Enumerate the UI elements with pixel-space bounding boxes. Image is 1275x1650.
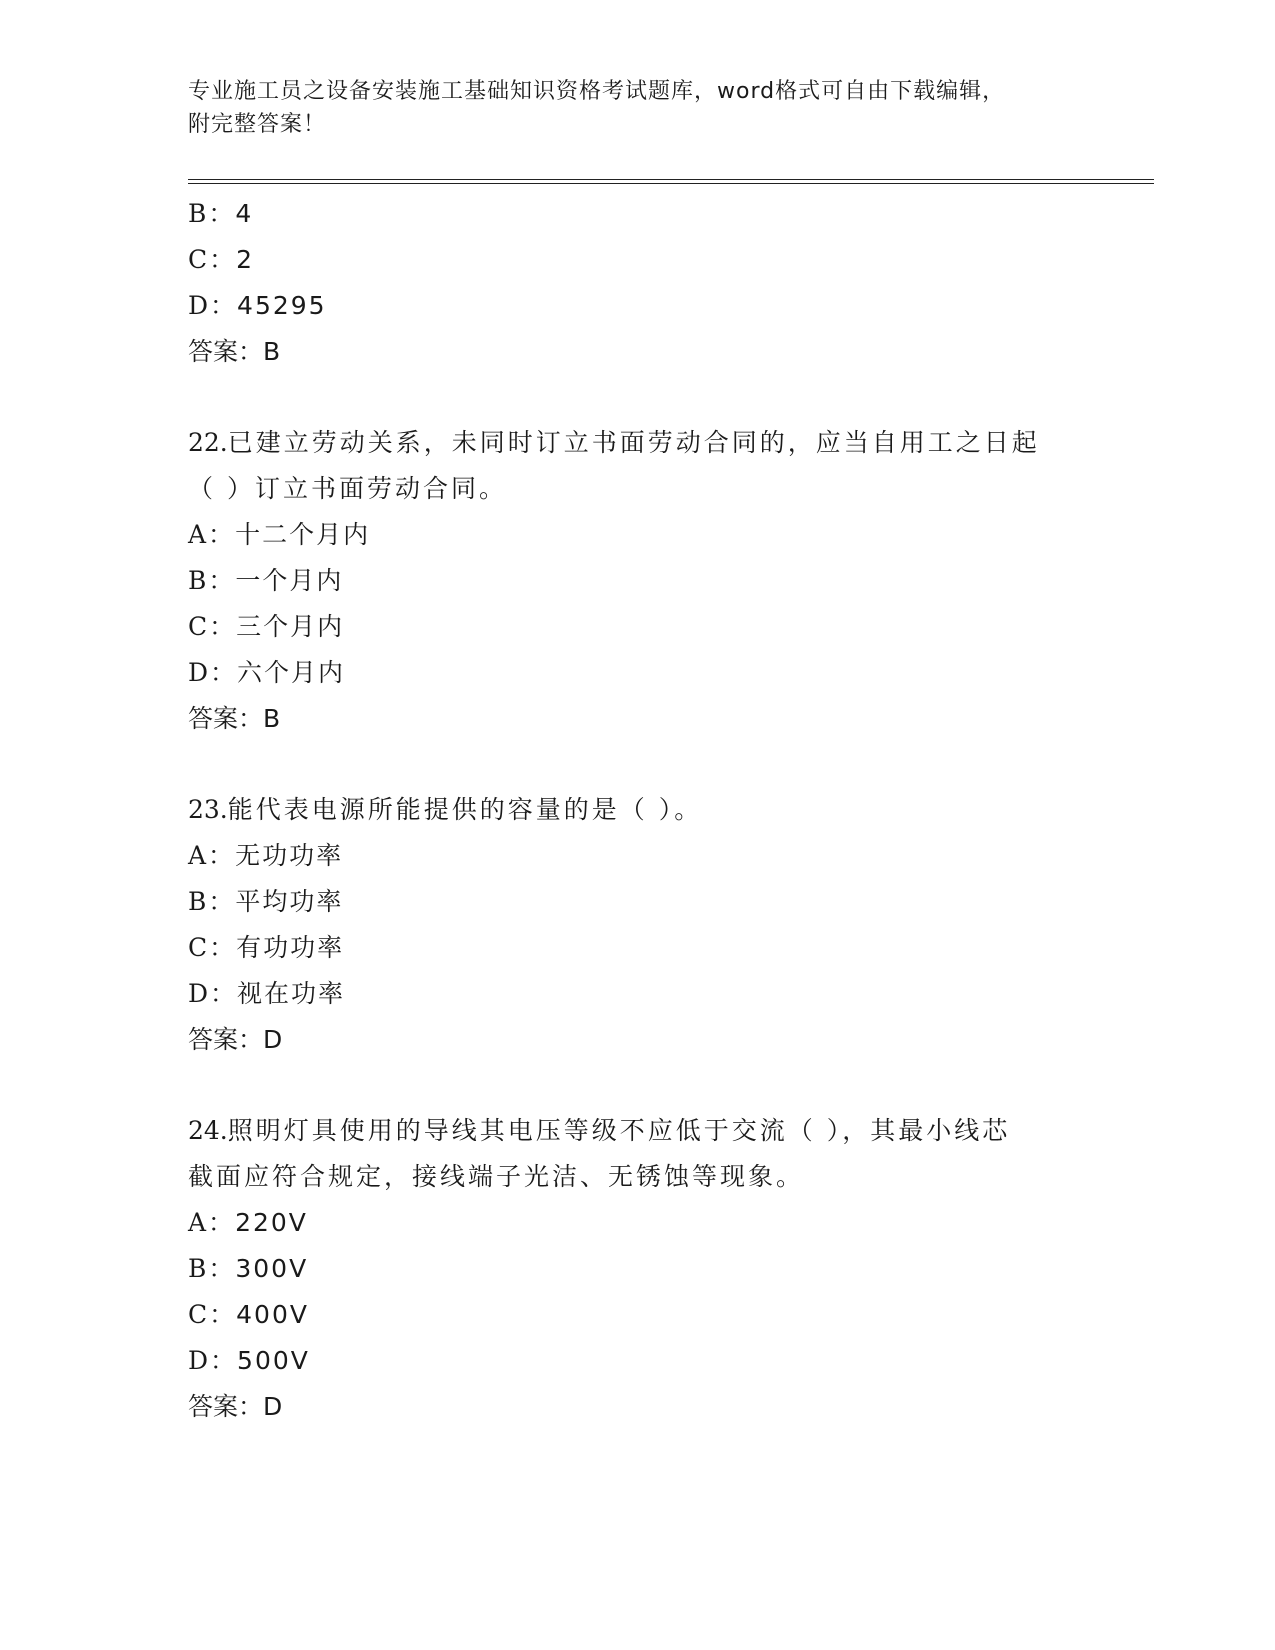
- question-number: 22.: [188, 428, 228, 457]
- header-divider-top: [188, 179, 1154, 180]
- option-text: 400V: [236, 1300, 309, 1329]
- option-text: 220V: [235, 1208, 308, 1237]
- option-d: [188, 650, 1078, 696]
- option-label: B：: [188, 199, 236, 228]
- question-text-line-2: 截面应符合规定，接线端子光洁、无锈蚀等现象。: [188, 1162, 805, 1191]
- question-text-line-1: 已建立劳动关系，未同时订立书面劳动合同的，应当自用工之日起: [227, 428, 1040, 457]
- option-label: A：: [188, 1208, 236, 1237]
- option-d: [188, 971, 1078, 1017]
- header-line-1: 专业施工员之设备安装施工基础知识资格考试题库，word格式可自由下载编辑，: [188, 79, 1006, 104]
- option-label: D：: [188, 658, 238, 687]
- question-23: [188, 787, 1078, 1063]
- question-text-line-1: 照明灯具使用的导线其电压等级不应低于交流（ ），其最小线芯: [227, 1116, 1011, 1145]
- question-number: 23.: [188, 795, 228, 824]
- option-b: [188, 879, 1078, 925]
- option-label: A：: [188, 520, 236, 549]
- option-label: D：: [188, 1346, 238, 1375]
- option-c: [188, 237, 1078, 283]
- option-text: 三个月内: [236, 612, 345, 641]
- question-list: [188, 191, 1078, 1430]
- question-22: [188, 420, 1078, 742]
- option-label: D：: [188, 979, 238, 1008]
- document-header: [188, 75, 1068, 141]
- option-label: B：: [188, 566, 236, 595]
- option-text: 无功功率: [235, 841, 344, 870]
- header-line-2: 附完整答案！: [188, 112, 327, 137]
- option-label: C：: [188, 933, 237, 962]
- question-text-line-1: 能代表电源所能提供的容量的是（ ）。: [227, 795, 703, 824]
- question-text-line-2: （ ）订立书面劳动合同。: [188, 474, 507, 503]
- option-text: 平均功率: [235, 887, 344, 916]
- option-text: 六个月内: [237, 658, 346, 687]
- option-label: B：: [188, 1254, 236, 1283]
- question-text: [188, 787, 1078, 833]
- option-text: 一个月内: [235, 566, 344, 595]
- answer-line: 答案：B: [188, 704, 281, 733]
- option-label: A：: [188, 841, 236, 870]
- answer-line: 答案：D: [188, 1025, 283, 1054]
- prev-question-block: [188, 191, 1078, 375]
- question-24: [188, 1108, 1078, 1430]
- option-b: [188, 1246, 1078, 1292]
- option-text: 十二个月内: [235, 520, 371, 549]
- option-text: 4: [235, 199, 254, 228]
- option-b: [188, 191, 1078, 237]
- option-text: 视在功率: [237, 979, 346, 1008]
- option-text: 2: [236, 245, 255, 274]
- option-text: 45295: [237, 291, 327, 320]
- option-c: [188, 1292, 1078, 1338]
- option-c: [188, 604, 1078, 650]
- option-d: [188, 1338, 1078, 1384]
- option-b: [188, 558, 1078, 604]
- option-label: C：: [188, 1300, 237, 1329]
- question-text: [188, 420, 1078, 512]
- option-a: [188, 1200, 1078, 1246]
- option-label: C：: [188, 612, 237, 641]
- option-label: D：: [188, 291, 238, 320]
- option-a: [188, 512, 1078, 558]
- option-a: [188, 833, 1078, 879]
- answer-line: 答案：B: [188, 337, 281, 366]
- question-text: [188, 1108, 1078, 1200]
- option-text: 500V: [237, 1346, 310, 1375]
- option-d: [188, 283, 1078, 329]
- question-number: 24.: [188, 1116, 228, 1145]
- answer-line: 答案：D: [188, 1392, 283, 1421]
- option-text: 有功功率: [236, 933, 345, 962]
- option-label: C：: [188, 245, 237, 274]
- header-divider-bottom: [188, 183, 1154, 184]
- option-label: B：: [188, 887, 236, 916]
- option-c: [188, 925, 1078, 971]
- option-text: 300V: [235, 1254, 309, 1283]
